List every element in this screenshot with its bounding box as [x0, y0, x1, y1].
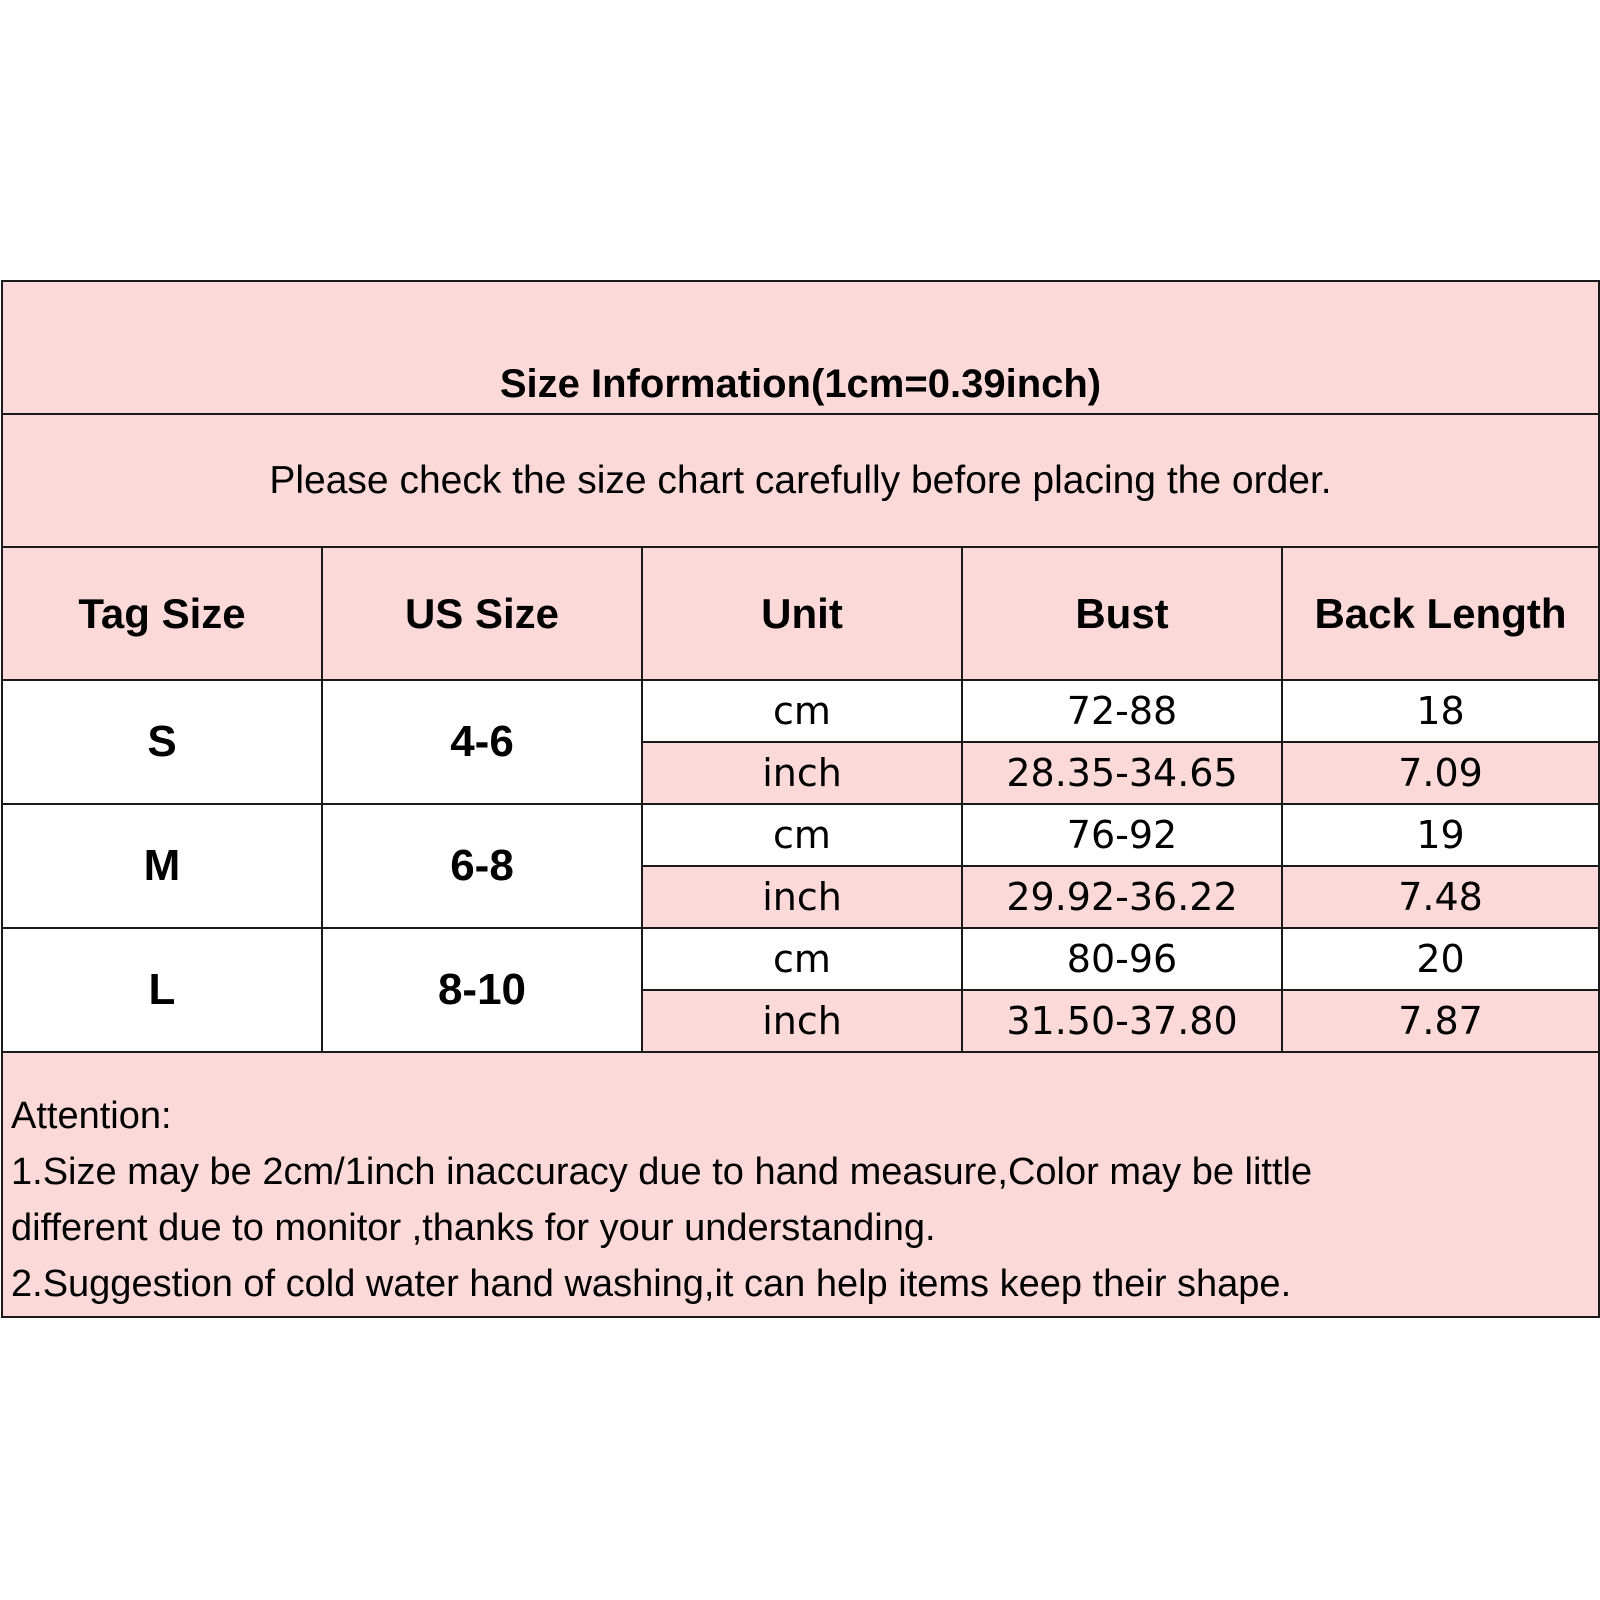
table-row	[2, 680, 1599, 742]
attention-notes	[2, 1052, 1599, 1317]
size-chart-table	[1, 280, 1600, 1318]
attention-row	[2, 1052, 1599, 1317]
header-tag-size: Tag Size	[2, 547, 322, 680]
table-title: Size Information(1cm=0.39inch)	[2, 281, 1599, 414]
attention-line: 1.Size may be 2cm/1inch inaccuracy due to hand measure,Color may be little	[11, 1151, 1313, 1193]
header-us-size: US Size	[322, 547, 642, 680]
bust-cell: 80-96	[962, 928, 1282, 990]
bust-cell: 31.50-37.80	[962, 990, 1282, 1052]
unit-cell: inch	[642, 866, 962, 928]
header-unit: Unit	[642, 547, 962, 680]
tag-size-cell: M	[2, 804, 322, 928]
tag-size-cell: S	[2, 680, 322, 804]
title-row	[2, 281, 1599, 414]
us-size-cell: 4-6	[322, 680, 642, 804]
back-length-cell: 19	[1282, 804, 1599, 866]
bust-cell: 28.35-34.65	[962, 742, 1282, 804]
header-bust: Bust	[962, 547, 1282, 680]
table-subtitle: Please check the size chart carefully before placing the order.	[2, 414, 1599, 547]
unit-cell: inch	[642, 742, 962, 804]
header-row	[2, 547, 1599, 680]
us-size-cell: 8-10	[322, 928, 642, 1052]
back-length-cell: 7.87	[1282, 990, 1599, 1052]
unit-cell: cm	[642, 680, 962, 742]
table-row	[2, 928, 1599, 990]
back-length-cell: 7.09	[1282, 742, 1599, 804]
unit-cell: inch	[642, 990, 962, 1052]
attention-line: 2.Suggestion of cold water hand washing,it can help items keep their shape.	[11, 1263, 1292, 1305]
unit-cell: cm	[642, 928, 962, 990]
subtitle-row	[2, 414, 1599, 547]
back-length-cell: 20	[1282, 928, 1599, 990]
header-back-length: Back Length	[1282, 547, 1599, 680]
us-size-cell: 6-8	[322, 804, 642, 928]
bust-cell: 72-88	[962, 680, 1282, 742]
bust-cell: 29.92-36.22	[962, 866, 1282, 928]
back-length-cell: 7.48	[1282, 866, 1599, 928]
bust-cell: 76-92	[962, 804, 1282, 866]
back-length-cell: 18	[1282, 680, 1599, 742]
attention-line: different due to monitor ,thanks for your understanding.	[11, 1207, 936, 1249]
unit-cell: cm	[642, 804, 962, 866]
table-row	[2, 804, 1599, 866]
tag-size-cell: L	[2, 928, 322, 1052]
attention-heading: Attention:	[11, 1095, 172, 1137]
